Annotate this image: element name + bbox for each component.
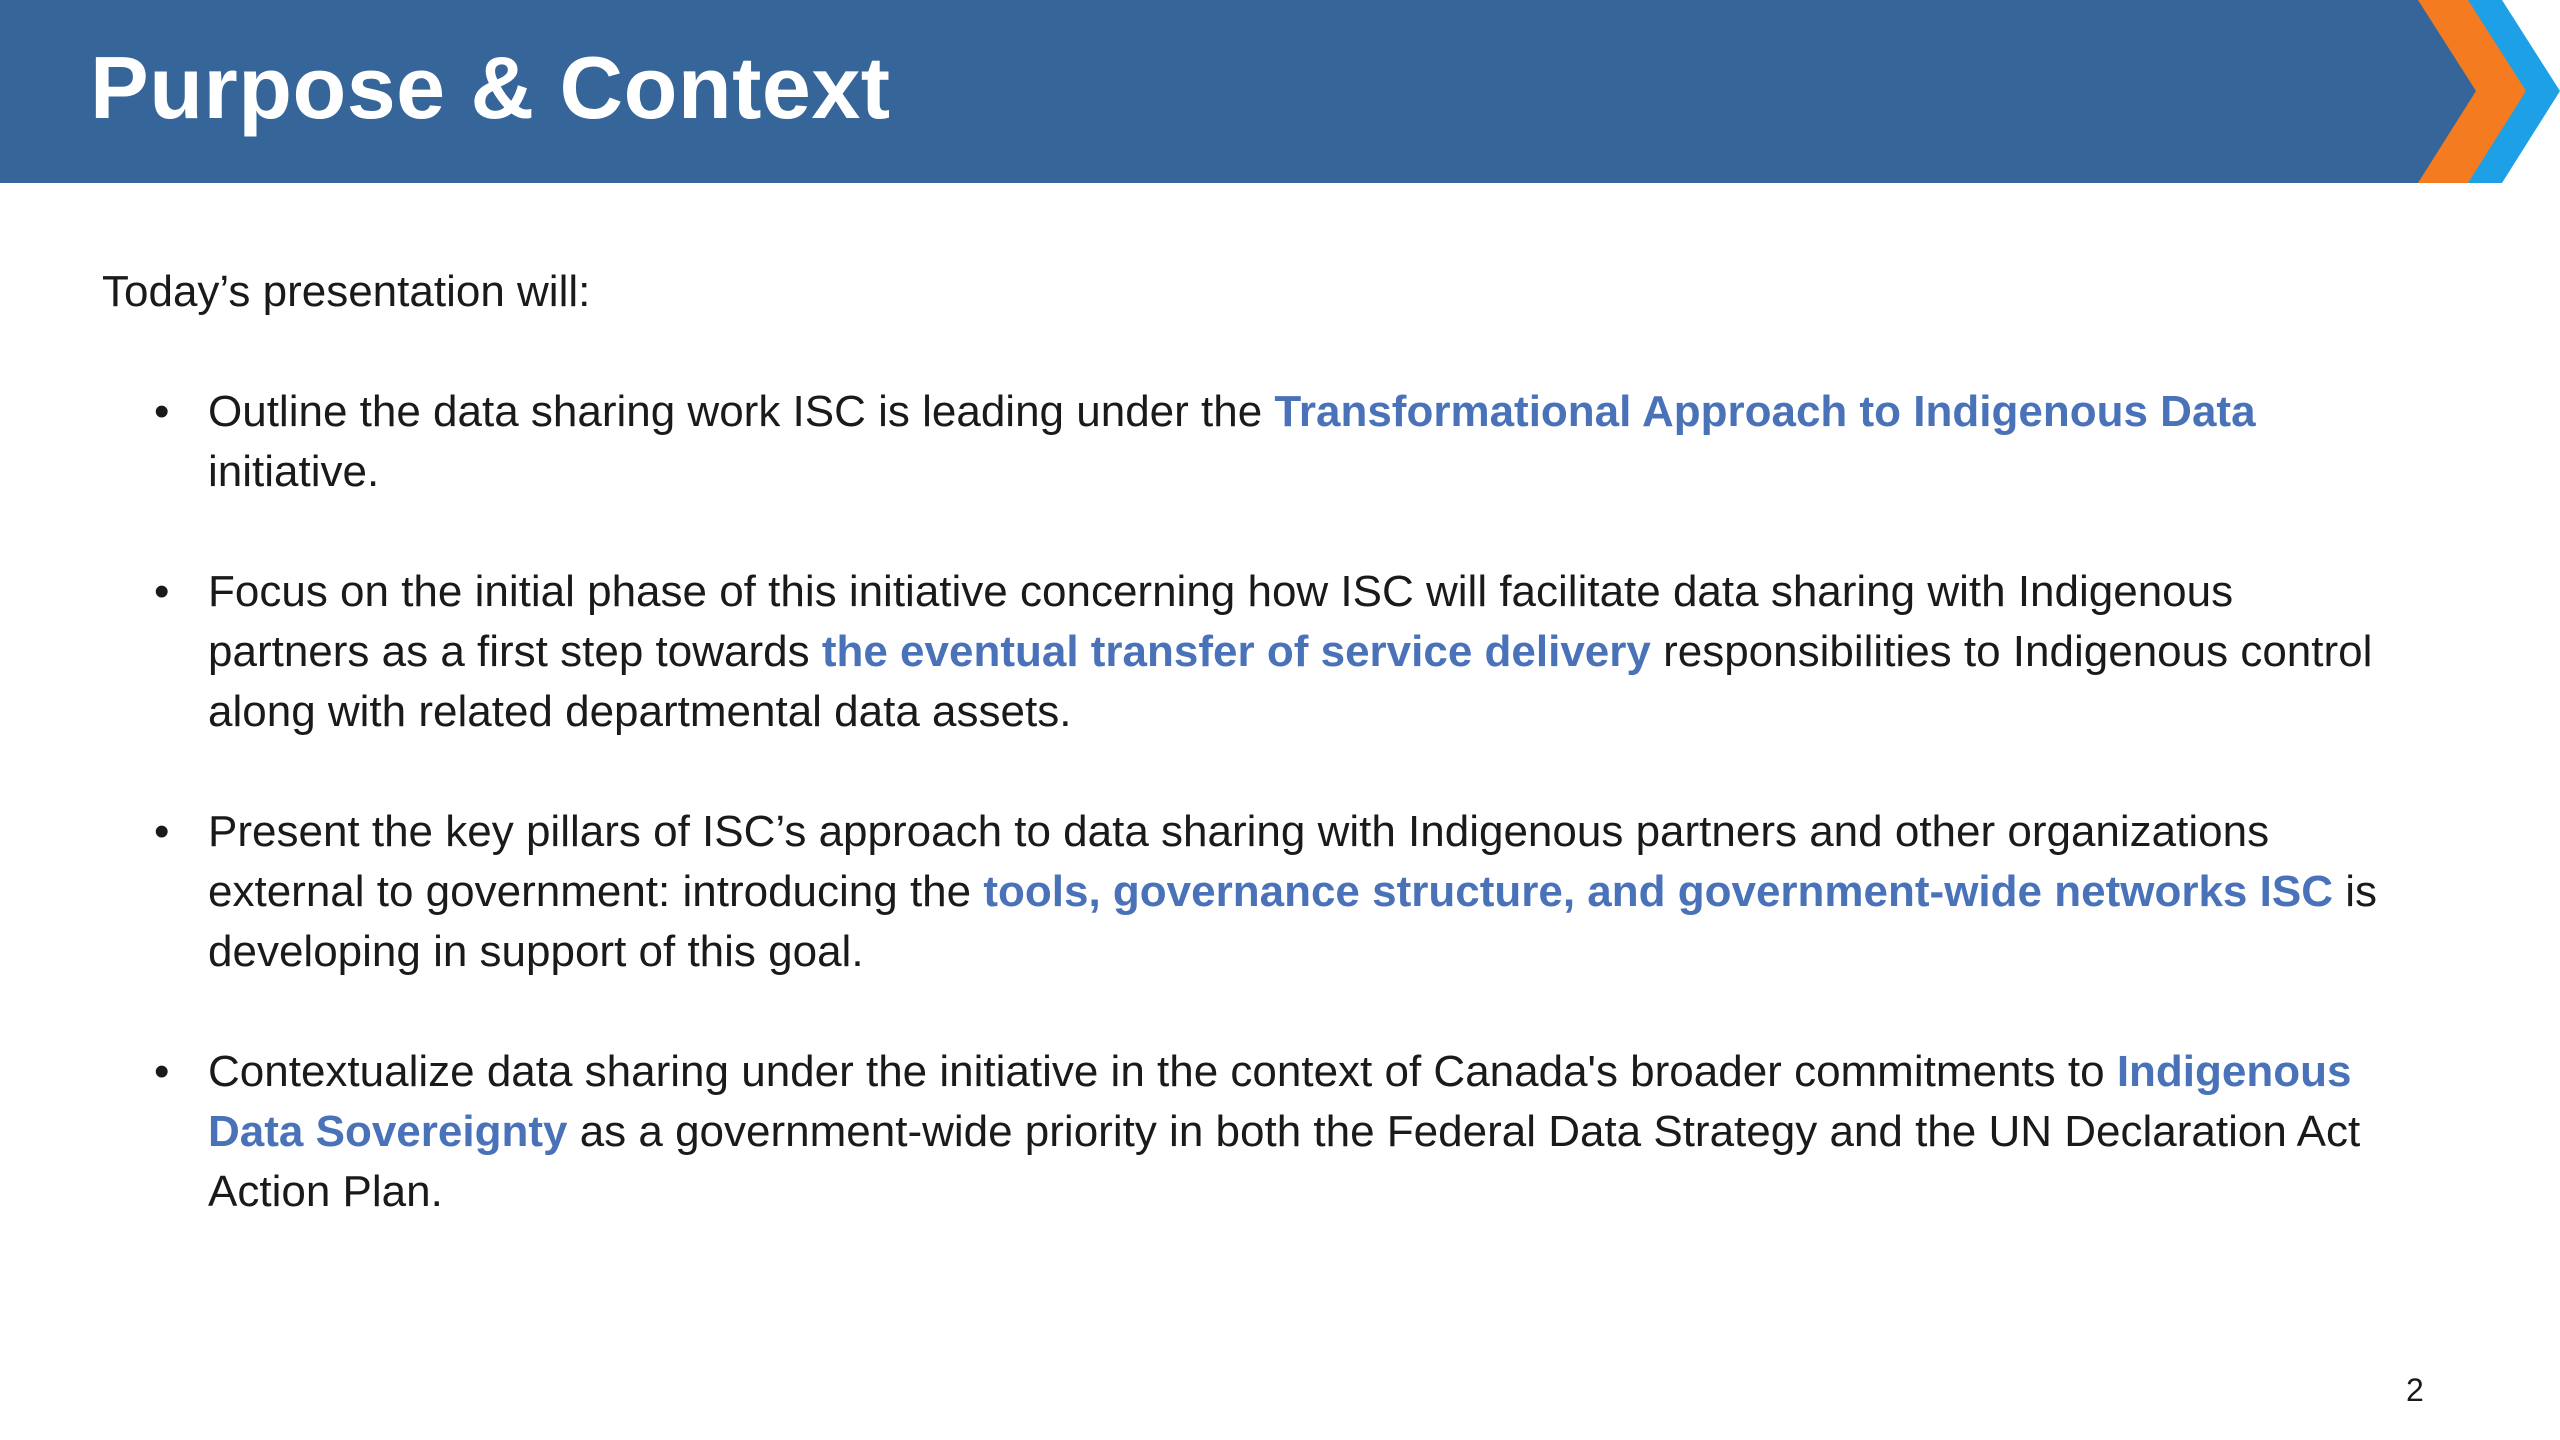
bullet-item xyxy=(102,1042,2402,1222)
bullet-marker: • xyxy=(154,1047,170,1096)
bullet-list xyxy=(102,382,2402,1222)
bullet-text: Contextualize data sharing under the initiative in the context of Canada's broader commitments to xyxy=(208,1047,2117,1096)
highlighted-text: Transformational Approach to Indigenous Data xyxy=(1274,387,2256,436)
bullet-text: as a government-wide priority in both the Federal Data Strategy and the UN Declaration Act Action Plan. xyxy=(208,1107,2361,1216)
bullet-marker: • xyxy=(154,807,170,856)
highlighted-text: tools, governance structure, and government-wide networks ISC xyxy=(983,867,2333,916)
title-banner xyxy=(0,0,2486,183)
highlighted-text: the eventual transfer of service delivery xyxy=(821,627,1651,676)
bullet-item xyxy=(102,802,2402,982)
highlighted-text: Indigenous Data Sovereignty xyxy=(208,1047,2352,1156)
bullet-text: responsibilities to Indigenous control along with related departmental data assets. xyxy=(208,627,2373,736)
slide-body xyxy=(102,262,2402,1282)
bullet-text: Focus on the initial phase of this initiative concerning how ISC will facilitate data sharing with Indigenous partners as a first step towards xyxy=(208,567,2234,676)
page-number: 2 xyxy=(2406,1372,2424,1408)
bullet-item xyxy=(102,382,2402,502)
bullet-text: Present the key pillars of ISC’s approach to data sharing with Indigenous partners and other organizations external to government: introducing the xyxy=(208,807,2270,916)
bullet-marker: • xyxy=(154,567,170,616)
bullet-text: Outline the data sharing work ISC is leading under the xyxy=(208,387,1275,436)
bullet-text: is developing in support of this goal. xyxy=(208,867,2377,976)
bullet-marker: • xyxy=(154,387,170,436)
bullet-item xyxy=(102,562,2402,742)
intro-text: Today’s presentation will: xyxy=(102,267,591,316)
chevron-decoration xyxy=(2380,0,2560,183)
orange-chevron-shape xyxy=(2418,0,2538,183)
bullet-text: initiative. xyxy=(208,447,380,496)
slide-title: Purpose & Context xyxy=(90,38,891,137)
